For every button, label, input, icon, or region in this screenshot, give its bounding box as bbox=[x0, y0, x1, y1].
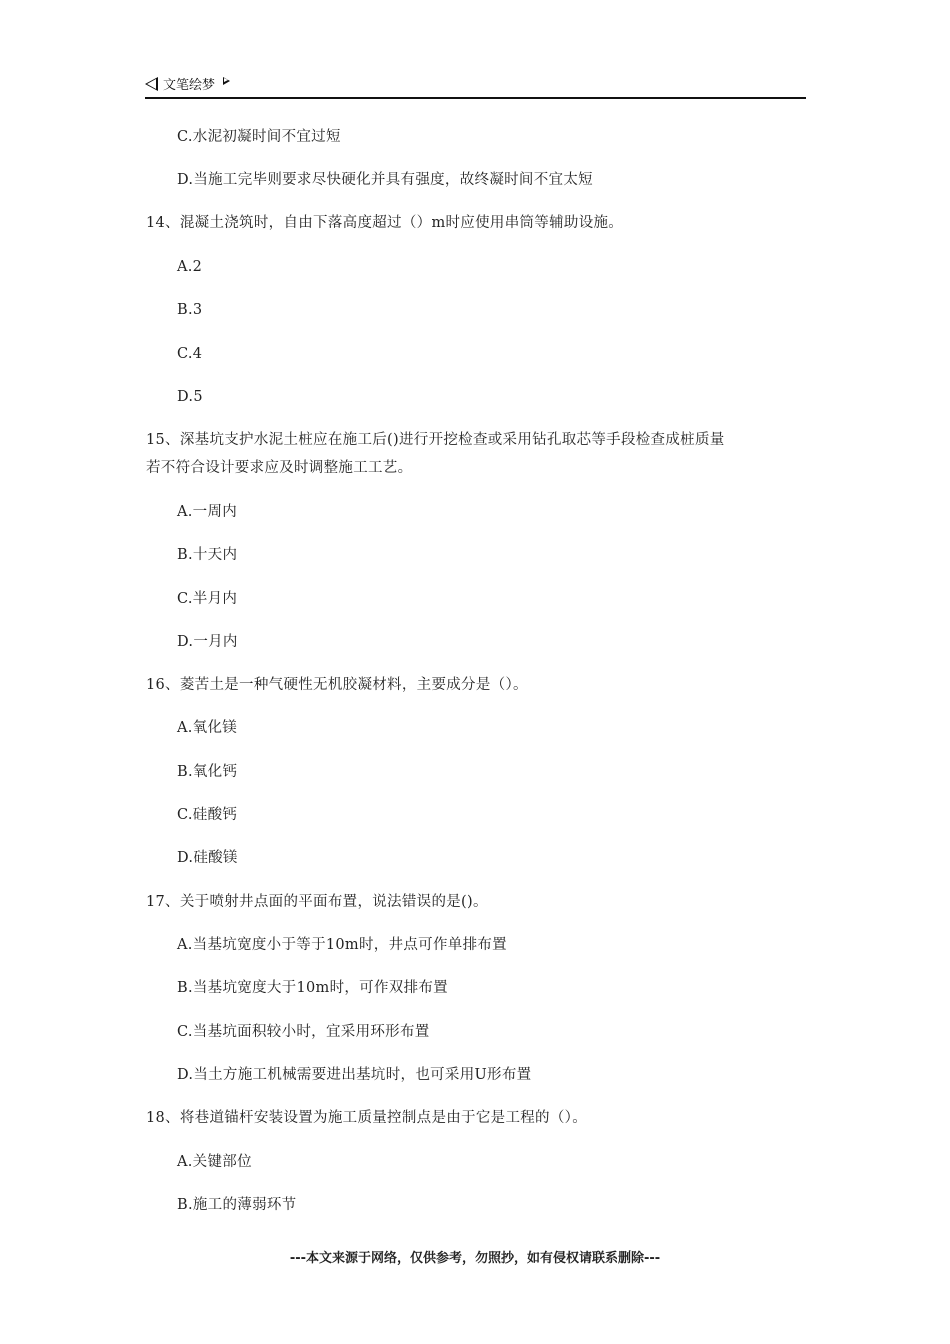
option-text: A.一周内 bbox=[177, 504, 238, 520]
option-text: A.关键部位 bbox=[177, 1154, 252, 1170]
option-text: C.硅酸钙 bbox=[177, 807, 238, 823]
question-15-cont: 若不符合设计要求应及时调整施工工艺。 bbox=[146, 460, 413, 476]
triangle-right-icon bbox=[223, 77, 230, 85]
brand bbox=[145, 74, 230, 93]
brand-text: 文笔绘梦 bbox=[163, 78, 216, 93]
option-text: A.2 bbox=[177, 259, 203, 275]
header-rule bbox=[145, 97, 806, 99]
question-15: 15、深基坑支护水泥土桩应在施工后()进行开挖检查或采用钻孔取芯等手段检查成桩质量 bbox=[146, 432, 725, 448]
question-17: 17、关于喷射井点面的平面布置，说法错误的是()。 bbox=[146, 894, 488, 910]
option-text: C.当基坑面积较小时，宜采用环形布置 bbox=[177, 1024, 430, 1040]
option-text: C.半月内 bbox=[177, 591, 238, 607]
option-text: D.一月内 bbox=[177, 634, 238, 650]
option-text: D.5 bbox=[177, 389, 203, 405]
option-text: C.水泥初凝时间不宜过短 bbox=[177, 129, 341, 145]
option-text: B.施工的薄弱环节 bbox=[177, 1197, 297, 1213]
option-text: C.4 bbox=[177, 346, 203, 362]
option-text: D.当施工完毕则要求尽快硬化并具有强度，故终凝时间不宜太短 bbox=[177, 172, 593, 188]
option-text: B.十天内 bbox=[177, 547, 238, 563]
option-text: D.当土方施工机械需要进出基坑时，也可采用U形布置 bbox=[177, 1067, 532, 1083]
option-text: B.3 bbox=[177, 302, 203, 318]
option-text: A.氧化镁 bbox=[177, 720, 238, 736]
page-header bbox=[145, 70, 806, 98]
question-14: 14、混凝土浇筑时，自由下落高度超过（）m时应使用串筒等辅助设施。 bbox=[146, 215, 624, 231]
option-text: B.当基坑宽度大于10m时，可作双排布置 bbox=[177, 980, 448, 996]
question-18: 18、将巷道锚杆安装设置为施工质量控制点是由于它是工程的（）。 bbox=[146, 1110, 587, 1126]
footer-disclaimer: ---本文来源于网络，仅供参考，勿照抄，如有侵权请联系删除--- bbox=[289, 1251, 661, 1266]
option-text: B.氧化钙 bbox=[177, 764, 238, 780]
question-16: 16、菱苦土是一种气硬性无机胶凝材料，主要成分是（）。 bbox=[146, 677, 528, 693]
option-text: A.当基坑宽度小于等于10m时，井点可作单排布置 bbox=[177, 937, 507, 953]
option-text: D.硅酸镁 bbox=[177, 850, 238, 866]
triangle-left-icon bbox=[145, 77, 158, 91]
